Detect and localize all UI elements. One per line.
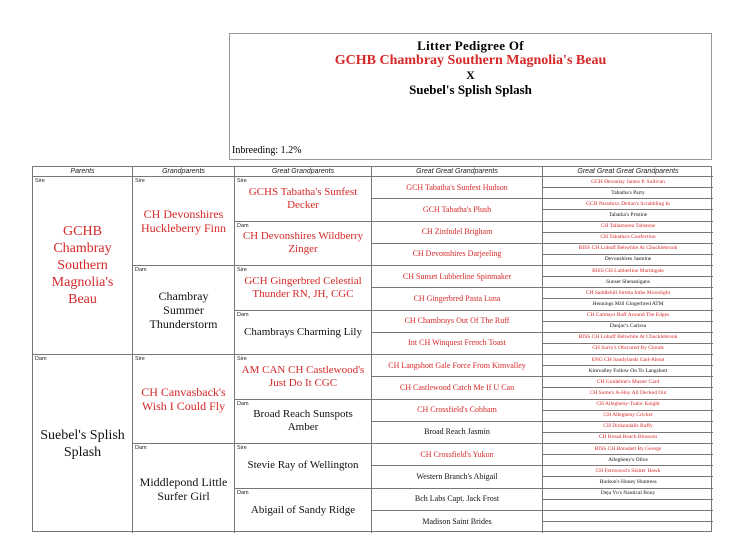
dog-name: Chambray Summer Thunderstorm — [149, 289, 218, 331]
great-great-grandparent-cell — [372, 222, 543, 244]
dog-name: Middlepond Little Surfer Girl — [139, 474, 228, 503]
dog-name: CH Chambrays Out Of The Ruff — [404, 316, 510, 326]
great-great-great-grandparent-cell — [543, 344, 713, 355]
great-great-great-grandparent-cell — [543, 477, 713, 488]
dog-name: Broad Reach Jasmin — [424, 427, 490, 437]
dog-name: BISS CH Lobuff Bebwhite At Chucklebrook — [578, 334, 678, 341]
grandparent-cell — [133, 444, 235, 533]
pedigree-header — [229, 33, 712, 160]
great-great-great-grandparent-cell — [543, 422, 713, 433]
sire-label: Sire — [237, 178, 247, 184]
grandparent-cell — [133, 177, 235, 266]
great-great-great-grandparent-cell — [543, 277, 713, 288]
dog-name: AM CAN CH Castlewood's Just Do It CGC — [241, 363, 365, 389]
header-sire-name: GCHB Chambray Southern Magnolia's Beau — [334, 53, 607, 68]
dog-name: CH Langshott Gale Force From Kimvalley — [388, 360, 526, 370]
dog-name: Hudson's Honey Huntress — [599, 478, 657, 485]
dog-name: Suebel's Splish Splash — [40, 428, 125, 460]
great-great-great-grandparent-cell — [543, 188, 713, 199]
dog-name: Kimvalley Follow On To Langshott — [588, 367, 668, 374]
great-great-grandparent-cell — [372, 444, 543, 466]
great-great-great-grandparent-cell — [543, 199, 713, 210]
great-grandparent-cell — [235, 355, 372, 400]
dog-name: Deja Vu's Nautical Bouy — [600, 490, 656, 497]
great-great-great-grandparent-cell — [543, 333, 713, 344]
great-great-great-grandparent-cell — [543, 355, 713, 366]
dog-name: BISS CH Lobuff Bebwhite At Chucklebrook — [578, 245, 678, 252]
dog-name: GCH Gingerbred Celestial Thunder RN, JH, CGC — [244, 274, 362, 300]
great-great-great-grandparent-cell — [543, 222, 713, 233]
great-grandparent-cell — [235, 489, 372, 534]
great-great-grandparent-cell — [372, 355, 543, 377]
great-great-grandparent-cell — [372, 266, 543, 288]
column-header-great-great-great-grandparents: Great Great Great Grandparents — [543, 167, 713, 177]
dog-name: Sunset Shenanigans — [606, 278, 650, 285]
column-header-parents: Parents — [33, 167, 133, 177]
dog-name: CH Crossfield's Cobham — [417, 405, 497, 415]
great-great-great-grandparent-cell — [543, 311, 713, 322]
dog-name: CH Tabatha's Confection — [600, 234, 656, 241]
dog-name: CH Dickendalls Ruffy — [603, 423, 653, 430]
great-great-grandparent-cell — [372, 244, 543, 266]
dog-name: Hennings Mill Gingerbred ATM — [592, 300, 664, 307]
great-grandparent-cell — [235, 444, 372, 489]
dog-name: CH Fernwood's Skitter Hawk — [595, 467, 661, 474]
great-great-great-grandparent-cell — [543, 255, 713, 266]
dam-label: Dam — [237, 311, 249, 318]
dog-name: GCH Tabatha's Sunfest Hudson — [406, 182, 508, 192]
dog-name: GCH Devanlay James P. Sullivan — [591, 178, 665, 185]
column-header-great-grandparents: Great Grandparents — [235, 167, 372, 177]
great-great-grandparent-cell — [372, 333, 543, 355]
great-great-great-grandparent-cell — [543, 233, 713, 244]
column-header-grandparents: Grandparents — [133, 167, 235, 177]
sire-label: Sire — [237, 356, 247, 362]
dog-name: CH Saddlehill Stretta Inthe Moonlight — [585, 289, 671, 296]
great-grandparent-cell — [235, 311, 372, 356]
great-great-grandparent-cell — [372, 466, 543, 488]
dog-name: CH Devonshires Wildberry Zinger — [242, 230, 364, 256]
dog-name: BISS CH Bonsdett By George — [594, 445, 662, 452]
dog-name: CH Castlewood Catch Me If U Can — [399, 382, 515, 392]
great-great-great-grandparent-cell — [543, 266, 713, 277]
dog-name: GCHB Chambray Southern Magnolia's Beau — [51, 224, 114, 307]
dog-name: CH Sunset Lubberline Spinmaker — [402, 271, 512, 281]
great-great-great-grandparent-cell — [543, 411, 713, 422]
dam-label: Dam — [237, 489, 249, 496]
great-great-great-grandparent-cell — [543, 466, 713, 477]
dog-name: Danjac's Carissa — [609, 323, 647, 330]
great-great-great-grandparent-cell — [543, 433, 713, 444]
dog-name: Chambrays Charming Lily — [244, 325, 362, 338]
dam-label: Dam — [237, 222, 249, 229]
great-great-great-grandparent-cell — [543, 288, 713, 299]
great-great-great-grandparent-cell — [543, 322, 713, 333]
dog-name: CH Sume's A-Hoy All Decked Out — [589, 389, 667, 396]
dam-label: Dam — [135, 445, 147, 451]
great-great-great-grandparent-cell — [543, 377, 713, 388]
dog-name: BISS CH Lubberline Martingale — [592, 267, 664, 274]
great-great-great-grandparent-cell — [543, 511, 713, 522]
great-great-grandparent-cell — [372, 489, 543, 511]
dog-name: CH Surry's Obscured By Clouds — [592, 345, 664, 352]
great-great-great-grandparent-cell — [543, 388, 713, 399]
dog-name: CH Carmays Ruff Around The Edges — [586, 312, 670, 319]
dog-name: Tabatha's Pristine — [608, 211, 648, 218]
great-great-great-grandparent-cell — [543, 489, 713, 500]
dog-name: Tabatha's Party — [611, 189, 645, 196]
dog-name: CH Devonshires Huckleberry Finn — [141, 207, 226, 235]
sire-label: Sire — [135, 356, 145, 362]
inbreeding-value: Inbreeding: 1.2% — [232, 145, 302, 156]
great-great-great-grandparent-cell — [543, 400, 713, 411]
dam-label: Dam — [135, 267, 147, 273]
great-great-grandparent-cell — [372, 177, 543, 199]
sire-label: Sire — [135, 178, 145, 184]
dog-name: Broad Reach Sunspots Amber — [253, 408, 353, 434]
great-great-grandparent-cell — [372, 377, 543, 399]
great-great-grandparent-cell — [372, 511, 543, 533]
dog-name: CH Guideline's Master Card — [596, 378, 660, 385]
dog-name: CH Allegheny Cricket — [603, 412, 653, 419]
great-great-great-grandparent-cell — [543, 366, 713, 377]
header-dam-name: Suebel's Splish Splash — [409, 82, 532, 97]
great-great-grandparent-cell — [372, 400, 543, 422]
dog-name: CH Gingerbred Pasta Luna — [413, 293, 501, 303]
dog-name: CH Zinfndel Brigham — [421, 227, 493, 237]
dog-name: GCH Tabatha's Plush — [422, 204, 492, 214]
dog-name: GCH Paradoxx Delian's Scrabbling In — [585, 200, 671, 207]
great-grandparent-cell — [235, 266, 372, 311]
dog-name: Int CH Winquest French Toast — [408, 338, 506, 348]
column-header-great-great-grandparents: Great Great Grandparents — [372, 167, 543, 177]
dog-name: CH Tallamorea Tobstone — [600, 223, 656, 230]
great-grandparent-cell — [235, 222, 372, 267]
great-great-great-grandparent-cell — [543, 210, 713, 221]
dog-name: CH Canvasback's Wish I Could Fly — [141, 385, 226, 413]
dog-name: ENG CH Sandylands Gad-About — [591, 356, 665, 363]
great-great-grandparent-cell — [372, 422, 543, 444]
dam-label: Dam — [237, 400, 249, 407]
great-great-grandparent-cell — [372, 199, 543, 221]
footer-strip — [480, 532, 710, 537]
great-great-great-grandparent-cell — [543, 177, 713, 188]
dog-name: Western Branch's Abigail — [416, 471, 498, 481]
dam-label: Dam — [35, 356, 47, 362]
dog-name: Bch Labs Capt. Jack Frost — [414, 494, 500, 504]
great-great-great-grandparent-cell — [543, 455, 713, 466]
grandparent-cell — [133, 266, 235, 355]
dog-name: Devonshires Jasmine — [604, 256, 652, 263]
great-great-grandparent-cell — [372, 311, 543, 333]
great-grandparent-cell — [235, 177, 372, 222]
great-great-great-grandparent-cell — [543, 500, 713, 511]
header-title: Litter Pedigree Of — [417, 38, 524, 53]
dog-name: Madison Saint Brides — [422, 516, 492, 526]
grandparent-cell — [133, 355, 235, 444]
parent-cell — [33, 355, 133, 533]
parent-cell — [33, 177, 133, 355]
dog-name: CH Broad Reach Blossom — [598, 434, 658, 441]
dog-name: Abigail of Sandy Ridge — [250, 504, 356, 517]
great-great-great-grandparent-cell — [543, 244, 713, 255]
dog-name: CH Crossfield's Yukon — [420, 449, 494, 459]
dog-name: GCHS Tabatha's Sunfest Decker — [248, 185, 358, 211]
dog-name: Stevie Ray of Wellington — [247, 459, 359, 472]
dog-name: Allegheny's Olive — [608, 456, 648, 463]
sire-label: Sire — [237, 267, 247, 273]
sire-label: Sire — [237, 445, 247, 451]
great-great-great-grandparent-cell — [543, 299, 713, 310]
great-great-great-grandparent-cell — [543, 444, 713, 455]
header-cross: X — [466, 68, 475, 82]
great-great-grandparent-cell — [372, 288, 543, 310]
pedigree-table — [32, 166, 712, 532]
great-grandparent-cell — [235, 400, 372, 445]
dog-name: CH Devonshires Darjeeling — [412, 249, 502, 259]
dog-name: CH Allegheny-Tudor Knight — [596, 401, 660, 408]
sire-label: Sire — [35, 178, 45, 184]
